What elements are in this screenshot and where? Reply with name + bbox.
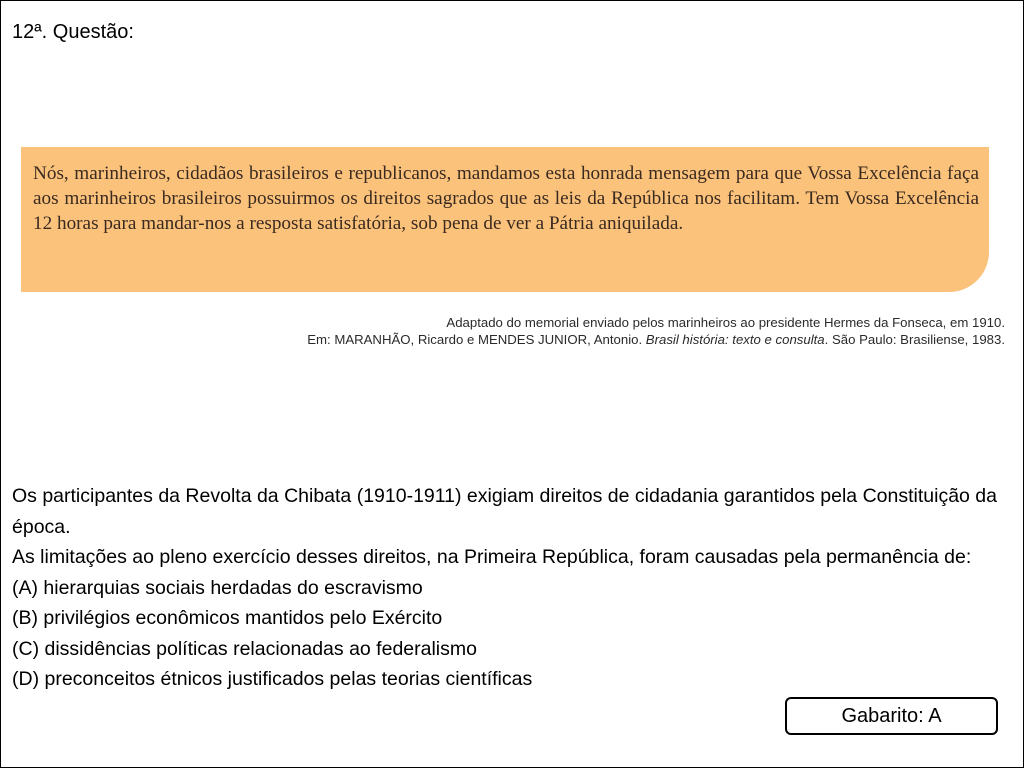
source-line-2-prefix: Em: MARANHÃO, Ricardo e MENDES JUNIOR, Antonio.	[307, 332, 646, 347]
statement-line-1: Os participantes da Revolta da Chibata (1910-1911) exigiam direitos de cidadania garantidos pela Constituição da época.	[12, 485, 997, 538]
option-d: (D) preconceitos étnicos justificados pelas teorias científicas	[12, 668, 533, 690]
answer-label: Gabarito: A	[841, 704, 942, 727]
answer-box	[785, 697, 998, 735]
option-c: (C) dissidências políticas relacionadas ao federalismo	[12, 637, 477, 660]
excerpt-box	[21, 147, 989, 292]
source-line-2-suffix: . São Paulo: Brasiliense, 1983.	[824, 332, 1005, 347]
source-citation	[307, 314, 1005, 348]
option-b: (B) privilégios econômicos mantidos pelo Exército	[12, 607, 443, 629]
statement-line-2: As limitações ao pleno exercício desses direitos, na Primeira República, foram causadas pela permanência de:	[12, 546, 972, 568]
option-a: (A) hierarquias sociais herdadas do escravismo	[12, 576, 423, 599]
source-line-1: Adaptado do memorial enviado pelos marinheiros ao presidente Hermes da Fonseca, em 1910.	[446, 315, 1005, 330]
question-title: 12ª. Questão:	[12, 21, 134, 43]
question-body	[12, 481, 997, 695]
source-line-2	[307, 331, 1005, 348]
excerpt-text: Nós, marinheiros, cidadãos brasileiros e republicanos, mandamos esta honrada mensagem para que Vossa Excelência faça aos marinheiros brasileiros possuirmos os direitos sagrados que as leis da República nos facilitam. Tem Vossa Excelência 12 horas para mandar-nos a resposta satisfatória, sob pena de ver a Pátria aniquilada.	[33, 163, 979, 234]
source-line-2-title: Brasil história: texto e consulta	[645, 332, 825, 347]
